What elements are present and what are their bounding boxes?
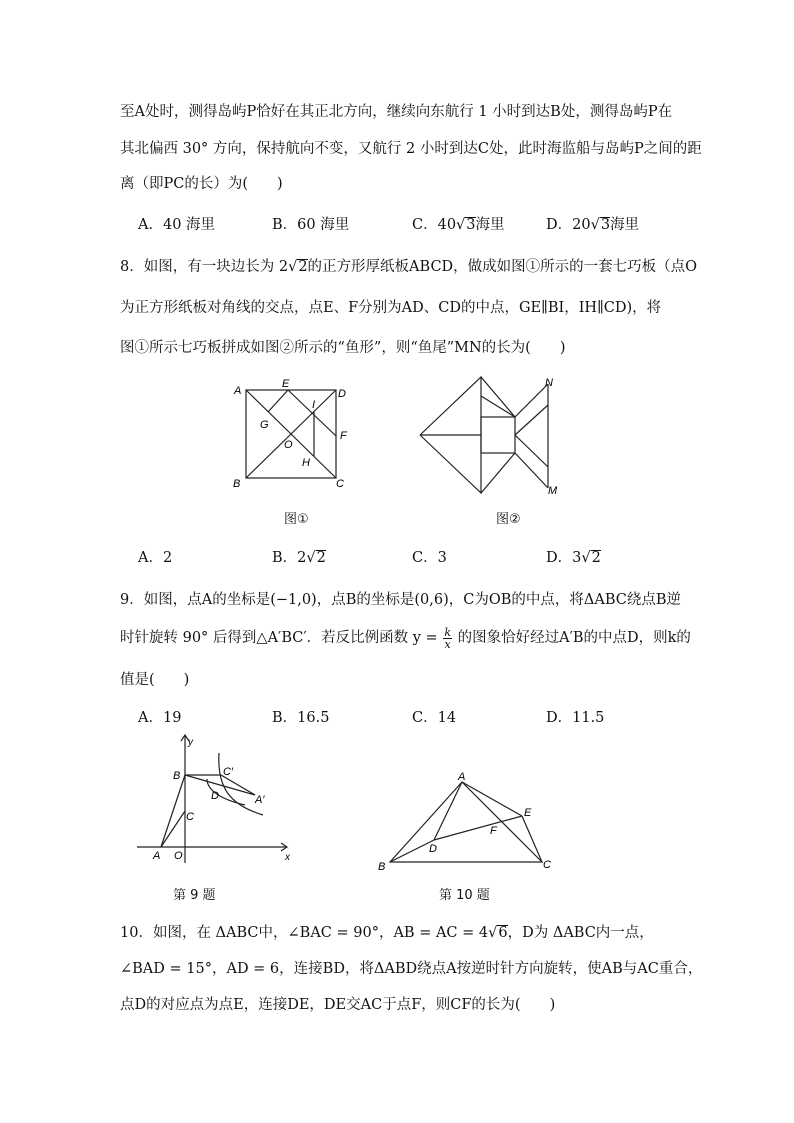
q9-option-a: A．19 — [138, 710, 182, 726]
fig1-label-d: D — [338, 388, 346, 400]
q7-option-d: D．20√3海里 — [546, 217, 640, 233]
q9-line-1: 9．如图，点A的坐标是(−1,0)，点B的坐标是(0,6)，C为OB的中点，将ΔABC绕点B逆 — [120, 592, 682, 608]
q10-label-f: F — [490, 825, 497, 837]
q8-figure-2 — [412, 370, 577, 500]
q10-line-1: 10．如图，在 ΔABC中，∠BAC = 90°，AB = AC = 4√6，D为 ΔABC内一点， — [120, 925, 654, 941]
q9-fraction: $\frac{k}{x}$ — [444, 625, 451, 651]
fig2-label-m: M — [548, 485, 558, 497]
q9-option-d: D．11.5 — [546, 710, 605, 726]
q9-caption: 第 9 题 — [173, 888, 216, 903]
q7-option-b: B．60 海里 — [272, 217, 350, 233]
q10-caption: 第 10 题 — [439, 888, 490, 903]
fig2-label-n: N — [545, 377, 553, 389]
q10-line-2: ∠BAD = 15°，AD = 6，连接BD，将ΔABD绕点A按逆时针方向旋转，使AB与AC重合， — [120, 961, 703, 977]
q10-label-b: B — [378, 861, 386, 873]
q9-label-c-prime: C′ — [223, 766, 234, 778]
q10-figure — [372, 770, 562, 875]
q9-option-b: B．16.5 — [272, 710, 330, 726]
q7-option-c: C．40√3海里 — [412, 217, 505, 233]
q9-line-2: 时针旋转 90° 后得到△A′BC′．若反比例函数 y = $\frac{k}{x}$ 的图象恰好经过A′B的中点D，则k的 — [120, 625, 691, 651]
q9-option-c: C．14 — [412, 710, 457, 726]
q9-label-b: B — [173, 770, 181, 782]
q9-label-x: x — [285, 852, 290, 863]
q8-option-b: B．2√2 — [272, 550, 326, 566]
q9-label-c: C — [186, 811, 194, 823]
fig1-label-b: B — [233, 478, 241, 490]
q10-label-e: E — [524, 807, 532, 819]
fig1-label-e: E — [282, 378, 290, 390]
q7-line-1: 至A处时，测得岛屿P恰好在其正北方向，继续向东航行 1 小时到达B处，测得岛屿P在 — [120, 104, 673, 120]
q8-line-3: 图①所示七巧板拼成如图②所示的“鱼形”，则“鱼尾”MN的长为( ) — [120, 340, 566, 356]
fig1-label-g: G — [260, 419, 269, 431]
q8-figure-1 — [228, 376, 358, 496]
q8-option-a: A．2 — [138, 550, 173, 566]
fig1-label-a: A — [234, 385, 242, 397]
q8-figure-1-caption: 图① — [284, 512, 309, 527]
q10-line-3: 点D的对应点为点E，连接DE，DE交AC于点F，则CF的长为( ) — [120, 997, 556, 1013]
q8-line-1: 8．如图，有一块边长为 2√2的正方形厚纸板ABCD，做成如图①所示的一套七巧板（点O — [120, 259, 698, 275]
fig1-label-c: C — [336, 478, 344, 490]
q8-line-2: 为正方形纸板对角线的交点，点E、F分别为AD、CD的中点，GE∥BI，IH∥CD)，将 — [120, 300, 662, 316]
fig1-label-o: O — [284, 439, 293, 451]
fig1-label-i: I — [312, 399, 316, 411]
q7-line-2: 其北偏西 30° 方向，保持航向不变，又航行 2 小时到达C处，此时海监船与岛屿P之间的距 — [120, 141, 702, 157]
q9-label-d: D — [211, 790, 219, 802]
q10-label-a: A — [458, 771, 466, 783]
q9-line-3: 值是( ) — [120, 672, 190, 688]
fig1-label-f: F — [340, 430, 347, 442]
q9-label-a: A — [153, 850, 161, 862]
q8-option-c: C．3 — [412, 550, 447, 566]
q8-figure-2-caption: 图② — [496, 512, 521, 527]
q7-option-a: A．40 海里 — [138, 217, 216, 233]
q9-figure — [135, 733, 300, 868]
q8-option-d: D．3√2 — [546, 550, 601, 566]
q10-label-c: C — [543, 859, 551, 871]
q9-label-o: O — [174, 850, 183, 862]
q10-label-d: D — [429, 843, 437, 855]
q7-line-3: 离（即PC的长）为( ) — [120, 176, 283, 192]
q9-label-y: y — [188, 737, 193, 748]
q9-label-a-prime: A′ — [255, 794, 265, 806]
fig1-label-h: H — [302, 457, 310, 469]
